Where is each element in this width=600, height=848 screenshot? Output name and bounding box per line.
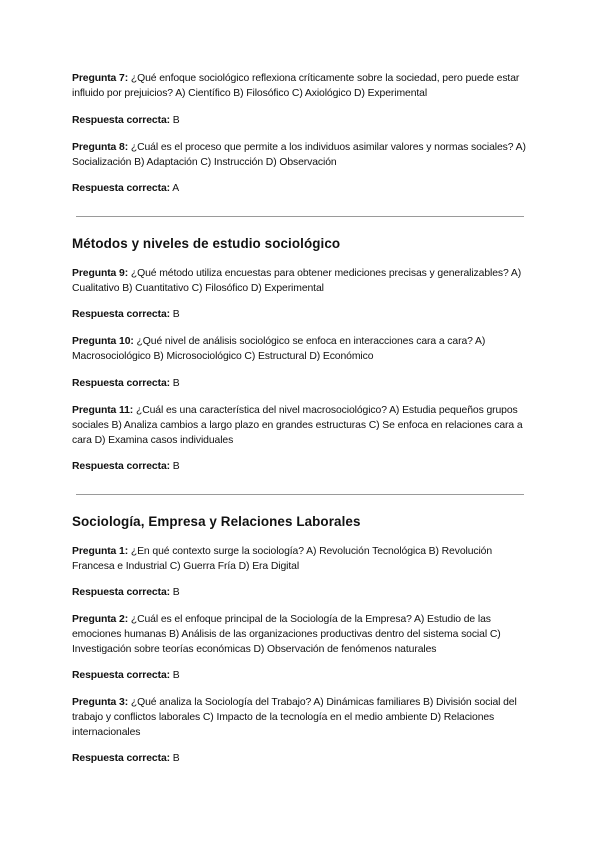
answer-label: Respuesta correcta:: [72, 309, 171, 320]
question-2: [72, 612, 532, 657]
question-text: ¿Cuál es el enfoque principal de la Sociología de la Empresa? A) Estudio de las emociones humanas B) Análisis de las organizaciones productivas dentro del sistema social C) Investigación sobre teorías económicas D) Observación de fenómenos naturales: [72, 614, 501, 655]
question-text: ¿Cuál es una característica del nivel macrosociológico? A) Estudia pequeños grupos sociales B) Analiza cambios a largo plazo en grandes estructuras C) Se enfoca en relaciones cara a cara D) Examina casos individuales: [72, 405, 523, 446]
answer-2: [72, 668, 532, 683]
question-10: [72, 334, 532, 364]
question-label: Pregunta 8:: [72, 142, 129, 153]
question-text: ¿Qué analiza la Sociología del Trabajo? A) Dinámicas familiares B) División social del trabajo y conflictos laborales C) Impacto de la tecnología en el medio ambiente D) Relaciones internacionales: [72, 697, 517, 738]
question-text: ¿Qué enfoque sociológico reflexiona críticamente sobre la sociedad, pero puede estar influido por prejuicios? A) Científico B) Filosófico C) Axiológico D) Experimental: [72, 73, 520, 99]
question-11: [72, 403, 532, 448]
section-divider: [76, 494, 524, 495]
answer-10: [72, 376, 532, 391]
answer-7: [72, 113, 532, 128]
question-text: ¿Qué nivel de análisis sociológico se enfoca en interacciones cara a cara? A) Macrosociológico B) Microsociológico C) Estructural D) Económico: [72, 336, 486, 362]
answer-label: Respuesta correcta:: [72, 670, 171, 681]
answer-label: Respuesta correcta:: [72, 587, 171, 598]
question-text: ¿En qué contexto surge la sociología? A) Revolución Tecnológica B) Revolución Francesa e Industrial C) Guerra Fría D) Era Digital: [72, 546, 493, 572]
answer-value: B: [170, 670, 180, 681]
section-divider: [76, 216, 524, 217]
answer-label: Respuesta correcta:: [72, 753, 171, 764]
answer-value: B: [170, 461, 180, 472]
question-label: Pregunta 10:: [72, 336, 134, 347]
answer-9: [72, 307, 532, 322]
question-label: Pregunta 7:: [72, 73, 129, 84]
answer-label: Respuesta correcta:: [72, 461, 171, 472]
answer-value: A: [170, 183, 180, 194]
question-9: [72, 266, 532, 296]
answer-value: B: [170, 115, 180, 126]
question-text: ¿Qué método utiliza encuestas para obtener mediciones precisas y generalizables? A) Cualitativo B) Cuantitativo C) Filosófico D) Experimental: [72, 268, 522, 294]
question-7: [72, 71, 532, 101]
answer-3: [72, 751, 532, 766]
answer-value: B: [170, 587, 180, 598]
answer-1: [72, 585, 532, 600]
question-label: Pregunta 2:: [72, 614, 129, 625]
question-label: Pregunta 3:: [72, 697, 129, 708]
question-label: Pregunta 9:: [72, 268, 129, 279]
question-3: [72, 695, 532, 740]
question-label: Pregunta 1:: [72, 546, 129, 557]
question-8: [72, 140, 532, 170]
section-heading: Sociología, Empresa y Relaciones Laborales: [72, 514, 361, 529]
answer-8: [72, 181, 532, 196]
question-text: ¿Cuál es el proceso que permite a los individuos asimilar valores y normas sociales? A) Socialización B) Adaptación C) Instrucción D) Observación: [72, 142, 526, 168]
question-1: [72, 544, 532, 574]
answer-value: B: [170, 309, 180, 320]
answer-label: Respuesta correcta:: [72, 378, 171, 389]
answer-11: [72, 459, 532, 474]
answer-label: Respuesta correcta:: [72, 183, 171, 194]
answer-label: Respuesta correcta:: [72, 115, 171, 126]
section-heading: Métodos y niveles de estudio sociológico: [72, 236, 341, 251]
question-label: Pregunta 11:: [72, 405, 134, 416]
answer-value: B: [170, 753, 180, 764]
answer-value: B: [170, 378, 180, 389]
